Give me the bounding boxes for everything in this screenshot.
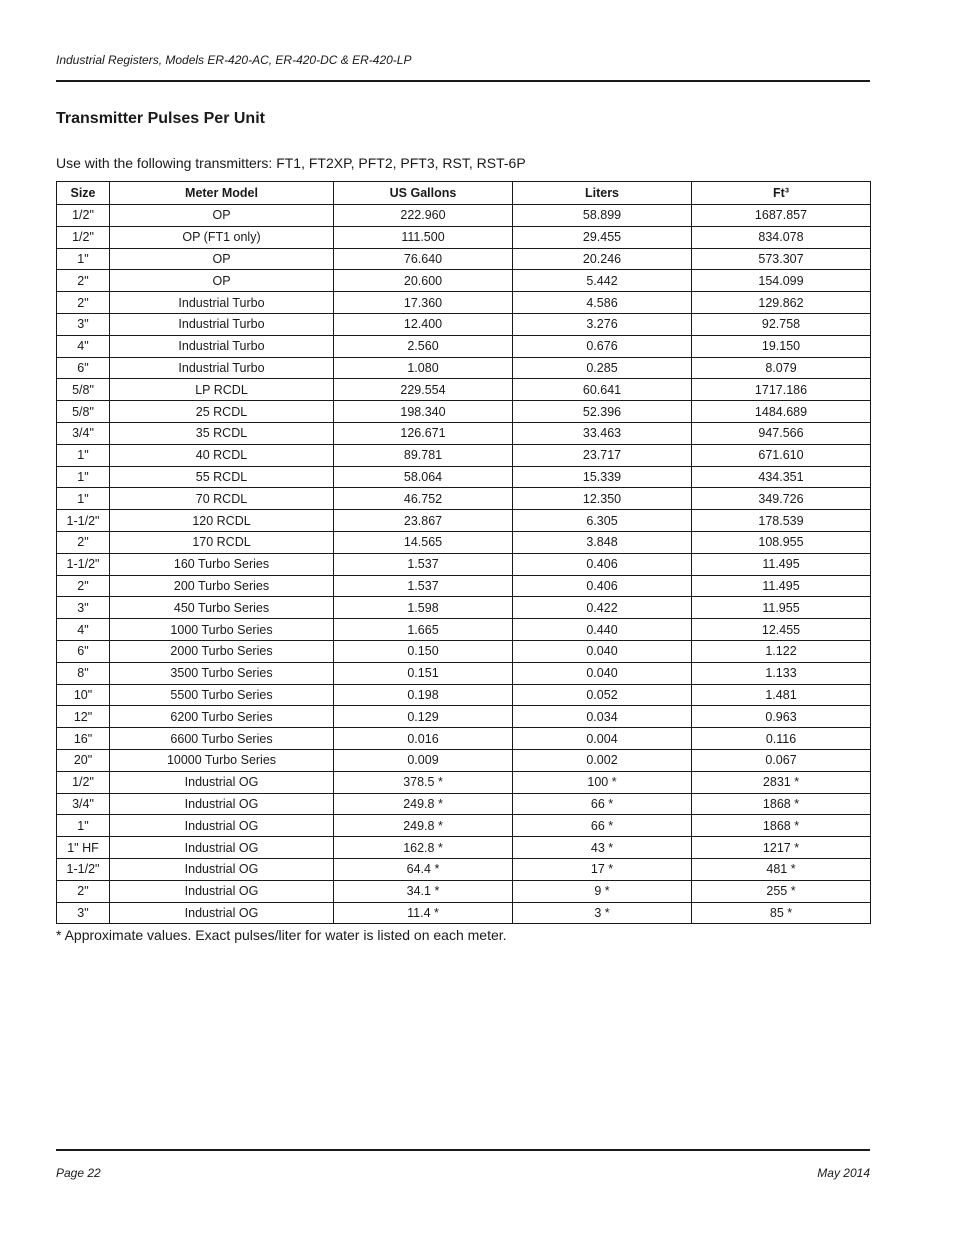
table-row bbox=[57, 335, 871, 357]
cell-ft3: 573.307 bbox=[692, 248, 871, 270]
cell-ft3: 108.955 bbox=[692, 531, 871, 553]
cell-size: 4" bbox=[57, 335, 110, 357]
cell-size: 3" bbox=[57, 597, 110, 619]
cell-liters: 4.586 bbox=[513, 292, 692, 314]
column-header-meter-model: Meter Model bbox=[110, 182, 334, 205]
cell-ft3: 0.067 bbox=[692, 749, 871, 771]
cell-ft3: 1717.186 bbox=[692, 379, 871, 401]
table-row bbox=[57, 619, 871, 641]
table-row bbox=[57, 815, 871, 837]
cell-us-gallons: 162.8 * bbox=[334, 837, 513, 859]
cell-size: 3/4" bbox=[57, 422, 110, 444]
cell-liters: 0.440 bbox=[513, 619, 692, 641]
table-row bbox=[57, 640, 871, 662]
cell-liters: 12.350 bbox=[513, 488, 692, 510]
cell-us-gallons: 198.340 bbox=[334, 401, 513, 423]
cell-liters: 60.641 bbox=[513, 379, 692, 401]
cell-ft3: 0.116 bbox=[692, 728, 871, 750]
cell-liters: 0.676 bbox=[513, 335, 692, 357]
cell-meter-model: 35 RCDL bbox=[110, 422, 334, 444]
table-row bbox=[57, 837, 871, 859]
cell-liters: 9 * bbox=[513, 880, 692, 902]
cell-size: 16" bbox=[57, 728, 110, 750]
cell-size: 1" bbox=[57, 488, 110, 510]
cell-ft3: 1.133 bbox=[692, 662, 871, 684]
table-body bbox=[57, 205, 871, 924]
cell-us-gallons: 1.665 bbox=[334, 619, 513, 641]
cell-meter-model: OP bbox=[110, 248, 334, 270]
cell-us-gallons: 0.151 bbox=[334, 662, 513, 684]
running-header-title: Industrial Registers, Models ER-420-AC, ER-420-DC & ER-420-LP bbox=[56, 53, 412, 67]
cell-size: 1-1/2" bbox=[57, 510, 110, 532]
table-row bbox=[57, 880, 871, 902]
table-row bbox=[57, 357, 871, 379]
cell-size: 2" bbox=[57, 531, 110, 553]
cell-liters: 66 * bbox=[513, 815, 692, 837]
cell-ft3: 11.495 bbox=[692, 553, 871, 575]
cell-meter-model: 6600 Turbo Series bbox=[110, 728, 334, 750]
cell-size: 4" bbox=[57, 619, 110, 641]
cell-meter-model: 3500 Turbo Series bbox=[110, 662, 334, 684]
publication-date: May 2014 bbox=[817, 1166, 870, 1180]
cell-liters: 17 * bbox=[513, 858, 692, 880]
cell-meter-model: Industrial Turbo bbox=[110, 292, 334, 314]
column-header-liters: Liters bbox=[513, 182, 692, 205]
cell-size: 1" bbox=[57, 466, 110, 488]
cell-meter-model: 40 RCDL bbox=[110, 444, 334, 466]
cell-size: 2" bbox=[57, 292, 110, 314]
cell-meter-model: Industrial OG bbox=[110, 771, 334, 793]
table-row bbox=[57, 248, 871, 270]
table-row bbox=[57, 597, 871, 619]
cell-meter-model: Industrial Turbo bbox=[110, 335, 334, 357]
cell-ft3: 434.351 bbox=[692, 466, 871, 488]
cell-liters: 0.052 bbox=[513, 684, 692, 706]
table-row bbox=[57, 292, 871, 314]
table-row bbox=[57, 510, 871, 532]
header-row bbox=[57, 182, 871, 205]
cell-us-gallons: 64.4 * bbox=[334, 858, 513, 880]
table-row bbox=[57, 226, 871, 248]
cell-meter-model: 160 Turbo Series bbox=[110, 553, 334, 575]
cell-size: 5/8" bbox=[57, 401, 110, 423]
cell-size: 8" bbox=[57, 662, 110, 684]
table-row bbox=[57, 401, 871, 423]
cell-us-gallons: 0.009 bbox=[334, 749, 513, 771]
cell-ft3: 1.481 bbox=[692, 684, 871, 706]
cell-liters: 3.848 bbox=[513, 531, 692, 553]
table-row bbox=[57, 444, 871, 466]
section-title: Transmitter Pulses Per Unit bbox=[56, 110, 265, 127]
footer-divider bbox=[56, 1149, 870, 1151]
cell-liters: 15.339 bbox=[513, 466, 692, 488]
table-row bbox=[57, 313, 871, 335]
column-header-size: Size bbox=[57, 182, 110, 205]
cell-size: 20" bbox=[57, 749, 110, 771]
cell-liters: 0.034 bbox=[513, 706, 692, 728]
cell-meter-model: OP (FT1 only) bbox=[110, 226, 334, 248]
cell-ft3: 481 * bbox=[692, 858, 871, 880]
cell-size: 1" HF bbox=[57, 837, 110, 859]
table-row bbox=[57, 662, 871, 684]
cell-ft3: 1217 * bbox=[692, 837, 871, 859]
intro-text: Use with the following transmitters: FT1, FT2XP, PFT2, PFT3, RST, RST-6P bbox=[56, 155, 526, 171]
table-row bbox=[57, 575, 871, 597]
cell-size: 2" bbox=[57, 880, 110, 902]
cell-ft3: 0.963 bbox=[692, 706, 871, 728]
cell-meter-model: 1000 Turbo Series bbox=[110, 619, 334, 641]
cell-us-gallons: 249.8 * bbox=[334, 815, 513, 837]
cell-meter-model: 120 RCDL bbox=[110, 510, 334, 532]
cell-ft3: 1.122 bbox=[692, 640, 871, 662]
cell-size: 1-1/2" bbox=[57, 553, 110, 575]
cell-ft3: 11.495 bbox=[692, 575, 871, 597]
table-row bbox=[57, 771, 871, 793]
cell-us-gallons: 1.598 bbox=[334, 597, 513, 619]
column-header-us-gallons: US Gallons bbox=[334, 182, 513, 205]
cell-liters: 0.406 bbox=[513, 575, 692, 597]
cell-ft3: 1868 * bbox=[692, 815, 871, 837]
cell-us-gallons: 34.1 * bbox=[334, 880, 513, 902]
cell-liters: 58.899 bbox=[513, 205, 692, 227]
cell-us-gallons: 249.8 * bbox=[334, 793, 513, 815]
cell-ft3: 1868 * bbox=[692, 793, 871, 815]
cell-ft3: 12.455 bbox=[692, 619, 871, 641]
cell-ft3: 2831 * bbox=[692, 771, 871, 793]
cell-size: 1" bbox=[57, 248, 110, 270]
cell-ft3: 1484.689 bbox=[692, 401, 871, 423]
table-row bbox=[57, 379, 871, 401]
page-number: Page 22 bbox=[56, 1166, 101, 1180]
cell-ft3: 11.955 bbox=[692, 597, 871, 619]
cell-meter-model: Industrial OG bbox=[110, 837, 334, 859]
cell-meter-model: Industrial OG bbox=[110, 858, 334, 880]
cell-ft3: 8.079 bbox=[692, 357, 871, 379]
cell-us-gallons: 17.360 bbox=[334, 292, 513, 314]
cell-us-gallons: 229.554 bbox=[334, 379, 513, 401]
table-row bbox=[57, 793, 871, 815]
cell-us-gallons: 378.5 * bbox=[334, 771, 513, 793]
cell-size: 2" bbox=[57, 575, 110, 597]
cell-size: 1" bbox=[57, 815, 110, 837]
cell-liters: 5.442 bbox=[513, 270, 692, 292]
cell-size: 1" bbox=[57, 444, 110, 466]
cell-meter-model: 55 RCDL bbox=[110, 466, 334, 488]
cell-meter-model: Industrial Turbo bbox=[110, 357, 334, 379]
cell-size: 10" bbox=[57, 684, 110, 706]
cell-size: 1/2" bbox=[57, 226, 110, 248]
cell-size: 3" bbox=[57, 313, 110, 335]
cell-size: 2" bbox=[57, 270, 110, 292]
cell-us-gallons: 0.150 bbox=[334, 640, 513, 662]
table-row bbox=[57, 553, 871, 575]
cell-liters: 6.305 bbox=[513, 510, 692, 532]
cell-ft3: 129.862 bbox=[692, 292, 871, 314]
cell-us-gallons: 12.400 bbox=[334, 313, 513, 335]
cell-us-gallons: 20.600 bbox=[334, 270, 513, 292]
cell-us-gallons: 1.080 bbox=[334, 357, 513, 379]
cell-liters: 0.422 bbox=[513, 597, 692, 619]
table-row bbox=[57, 466, 871, 488]
cell-liters: 33.463 bbox=[513, 422, 692, 444]
cell-meter-model: 170 RCDL bbox=[110, 531, 334, 553]
cell-liters: 0.040 bbox=[513, 662, 692, 684]
cell-us-gallons: 89.781 bbox=[334, 444, 513, 466]
table-row bbox=[57, 858, 871, 880]
cell-ft3: 19.150 bbox=[692, 335, 871, 357]
cell-us-gallons: 222.960 bbox=[334, 205, 513, 227]
cell-liters: 3 * bbox=[513, 902, 692, 924]
cell-us-gallons: 126.671 bbox=[334, 422, 513, 444]
cell-ft3: 1687.857 bbox=[692, 205, 871, 227]
cell-us-gallons: 58.064 bbox=[334, 466, 513, 488]
cell-meter-model: 25 RCDL bbox=[110, 401, 334, 423]
cell-ft3: 834.078 bbox=[692, 226, 871, 248]
cell-size: 1/2" bbox=[57, 205, 110, 227]
cell-us-gallons: 46.752 bbox=[334, 488, 513, 510]
table-row bbox=[57, 902, 871, 924]
cell-liters: 0.004 bbox=[513, 728, 692, 750]
cell-meter-model: Industrial Turbo bbox=[110, 313, 334, 335]
cell-size: 1/2" bbox=[57, 771, 110, 793]
cell-liters: 23.717 bbox=[513, 444, 692, 466]
cell-ft3: 85 * bbox=[692, 902, 871, 924]
cell-meter-model: 5500 Turbo Series bbox=[110, 684, 334, 706]
cell-ft3: 947.566 bbox=[692, 422, 871, 444]
cell-meter-model: 6200 Turbo Series bbox=[110, 706, 334, 728]
cell-meter-model: 10000 Turbo Series bbox=[110, 749, 334, 771]
cell-liters: 100 * bbox=[513, 771, 692, 793]
table-row bbox=[57, 728, 871, 750]
cell-us-gallons: 14.565 bbox=[334, 531, 513, 553]
cell-ft3: 671.610 bbox=[692, 444, 871, 466]
cell-liters: 0.002 bbox=[513, 749, 692, 771]
header-divider bbox=[56, 80, 870, 82]
cell-ft3: 154.099 bbox=[692, 270, 871, 292]
cell-ft3: 255 * bbox=[692, 880, 871, 902]
cell-us-gallons: 2.560 bbox=[334, 335, 513, 357]
table-row bbox=[57, 531, 871, 553]
cell-meter-model: 70 RCDL bbox=[110, 488, 334, 510]
cell-meter-model: Industrial OG bbox=[110, 793, 334, 815]
table-row bbox=[57, 684, 871, 706]
cell-us-gallons: 0.016 bbox=[334, 728, 513, 750]
cell-meter-model: 200 Turbo Series bbox=[110, 575, 334, 597]
cell-size: 6" bbox=[57, 357, 110, 379]
cell-liters: 29.455 bbox=[513, 226, 692, 248]
cell-us-gallons: 1.537 bbox=[334, 575, 513, 597]
pulses-table bbox=[56, 181, 871, 924]
table-row bbox=[57, 270, 871, 292]
cell-meter-model: Industrial OG bbox=[110, 902, 334, 924]
cell-liters: 20.246 bbox=[513, 248, 692, 270]
table-row bbox=[57, 422, 871, 444]
table-row bbox=[57, 205, 871, 227]
cell-size: 3/4" bbox=[57, 793, 110, 815]
cell-liters: 0.285 bbox=[513, 357, 692, 379]
table-row bbox=[57, 706, 871, 728]
cell-size: 12" bbox=[57, 706, 110, 728]
cell-meter-model: OP bbox=[110, 205, 334, 227]
cell-size: 3" bbox=[57, 902, 110, 924]
cell-liters: 0.406 bbox=[513, 553, 692, 575]
table-header bbox=[57, 182, 871, 205]
cell-liters: 52.396 bbox=[513, 401, 692, 423]
cell-meter-model: OP bbox=[110, 270, 334, 292]
cell-meter-model: 2000 Turbo Series bbox=[110, 640, 334, 662]
cell-liters: 66 * bbox=[513, 793, 692, 815]
cell-ft3: 178.539 bbox=[692, 510, 871, 532]
cell-meter-model: Industrial OG bbox=[110, 880, 334, 902]
cell-us-gallons: 23.867 bbox=[334, 510, 513, 532]
cell-meter-model: LP RCDL bbox=[110, 379, 334, 401]
cell-us-gallons: 0.129 bbox=[334, 706, 513, 728]
cell-size: 1-1/2" bbox=[57, 858, 110, 880]
footnote: * Approximate values. Exact pulses/liter for water is listed on each meter. bbox=[56, 927, 507, 943]
cell-us-gallons: 0.198 bbox=[334, 684, 513, 706]
cell-size: 6" bbox=[57, 640, 110, 662]
cell-ft3: 349.726 bbox=[692, 488, 871, 510]
cell-liters: 43 * bbox=[513, 837, 692, 859]
cell-meter-model: 450 Turbo Series bbox=[110, 597, 334, 619]
cell-us-gallons: 76.640 bbox=[334, 248, 513, 270]
table-row bbox=[57, 749, 871, 771]
cell-liters: 3.276 bbox=[513, 313, 692, 335]
cell-meter-model: Industrial OG bbox=[110, 815, 334, 837]
column-header-ft3: Ft³ bbox=[692, 182, 871, 205]
cell-us-gallons: 11.4 * bbox=[334, 902, 513, 924]
cell-us-gallons: 1.537 bbox=[334, 553, 513, 575]
cell-us-gallons: 111.500 bbox=[334, 226, 513, 248]
cell-liters: 0.040 bbox=[513, 640, 692, 662]
table-row bbox=[57, 488, 871, 510]
cell-ft3: 92.758 bbox=[692, 313, 871, 335]
cell-size: 5/8" bbox=[57, 379, 110, 401]
